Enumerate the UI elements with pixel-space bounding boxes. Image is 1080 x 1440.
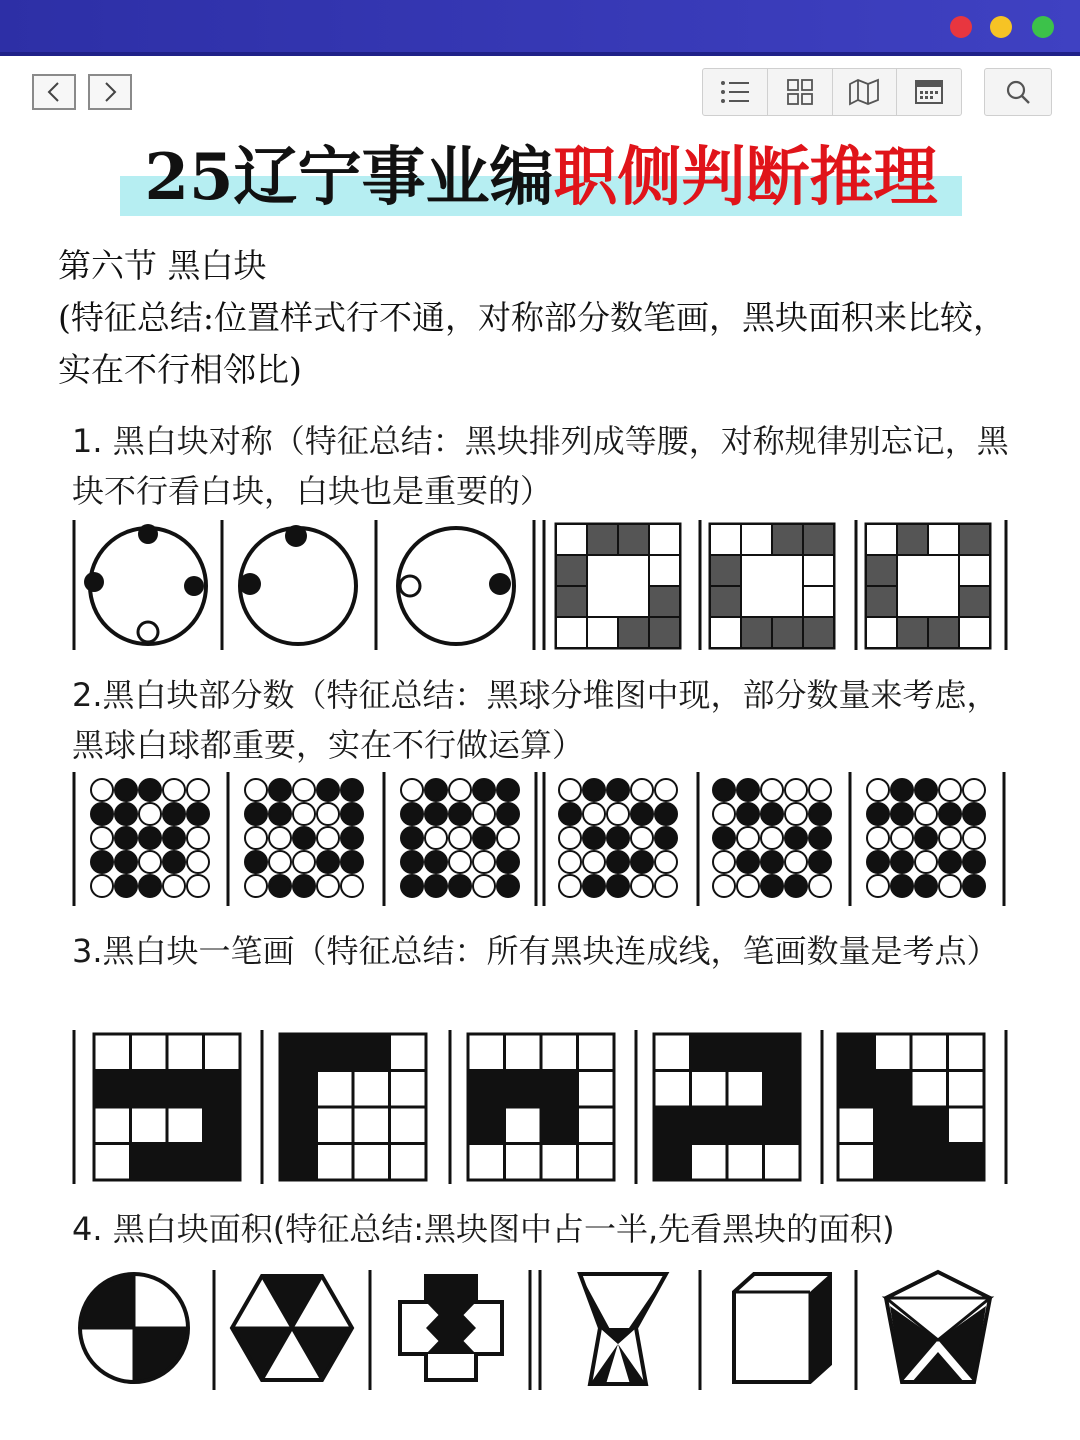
calendar-icon xyxy=(914,79,944,105)
item-3-label: 3.黑白块一笔画（特征总结：所有黑块连成线，笔画数量是考点） xyxy=(72,932,999,970)
section-heading: 第六节 黑白块 xyxy=(58,246,267,285)
minimize-window-button[interactable] xyxy=(990,16,1012,38)
ball-grid-1 xyxy=(91,779,209,897)
symmetry-figure xyxy=(70,520,1010,652)
search-icon xyxy=(1004,78,1032,106)
grid-view-button[interactable] xyxy=(768,69,833,115)
title-part-red: 职侧判断推理 xyxy=(553,140,938,215)
item-1-figure xyxy=(70,520,1010,652)
stroke-grid-3 xyxy=(468,1034,614,1180)
view-toolbar xyxy=(702,68,962,116)
calendar-view-button[interactable] xyxy=(897,69,961,115)
ball-grid-4 xyxy=(559,779,677,897)
map-view-button[interactable] xyxy=(833,69,898,115)
section-summary: (特征总结:位置样式行不通，对称部分数笔画，黑块面积来比较，实在不行相邻比) xyxy=(58,298,1006,389)
item-4-label: 4. 黑白块面积(特征总结:黑块图中占一半,先看黑块的面积) xyxy=(72,1210,895,1248)
forward-button[interactable] xyxy=(88,74,132,110)
stroke-grid-1 xyxy=(94,1034,240,1180)
maximize-window-button[interactable] xyxy=(1032,16,1054,38)
square-grid-3 xyxy=(866,524,990,648)
close-window-button[interactable] xyxy=(950,16,972,38)
area-figure xyxy=(70,1266,1010,1394)
square-grid-1 xyxy=(556,524,680,648)
area-shape-5 xyxy=(734,1274,830,1382)
square-grid-2 xyxy=(710,524,834,648)
chevron-left-icon xyxy=(44,80,64,104)
ball-grids-figure xyxy=(70,772,1010,908)
ball-grid-3 xyxy=(401,779,519,897)
ball-grid-5 xyxy=(713,779,831,897)
item-3-figure xyxy=(70,1030,1010,1186)
area-shape-1 xyxy=(80,1274,188,1382)
ball-grid-2 xyxy=(245,779,363,897)
search-button[interactable] xyxy=(984,68,1052,116)
area-shape-4 xyxy=(580,1274,666,1384)
ball-grid-6 xyxy=(867,779,985,897)
back-button[interactable] xyxy=(32,74,76,110)
stroke-grid-4 xyxy=(654,1034,800,1180)
item-2-figure xyxy=(70,772,1010,908)
area-shape-3 xyxy=(400,1276,502,1380)
title-part-black: 25辽宁事业编 xyxy=(144,140,554,215)
stroke-grid-2 xyxy=(280,1034,426,1180)
grid-icon xyxy=(786,78,814,106)
area-shape-6 xyxy=(886,1272,990,1382)
section-intro xyxy=(58,240,1038,396)
area-shape-2 xyxy=(232,1276,352,1380)
chevron-right-icon xyxy=(100,80,120,104)
page-title-block xyxy=(120,140,962,216)
circle-figure-1 xyxy=(84,524,206,644)
map-icon xyxy=(848,78,880,106)
stroke-grids-figure xyxy=(70,1030,1010,1186)
page-title xyxy=(120,140,962,216)
circle-figure-3 xyxy=(398,528,514,644)
square-grids xyxy=(556,524,990,648)
item-1-label: 1. 黑白块对称（特征总结：黑块排列成等腰，对称规律别忘记，黑块不行看白块，白块也是重要的） xyxy=(72,422,1009,510)
circle-figure-2 xyxy=(239,525,356,644)
stroke-grid-5 xyxy=(838,1034,984,1180)
toolbar xyxy=(0,58,1080,128)
list-icon xyxy=(719,79,751,105)
item-2-label: 2.黑白块部分数（特征总结：黑球分堆图中现，部分数量来考虑，黑球白球都重要，实在不行做运算） xyxy=(72,676,999,764)
list-view-button[interactable] xyxy=(703,69,768,115)
item-4-figure xyxy=(70,1266,1010,1394)
window-titlebar xyxy=(0,0,1080,56)
